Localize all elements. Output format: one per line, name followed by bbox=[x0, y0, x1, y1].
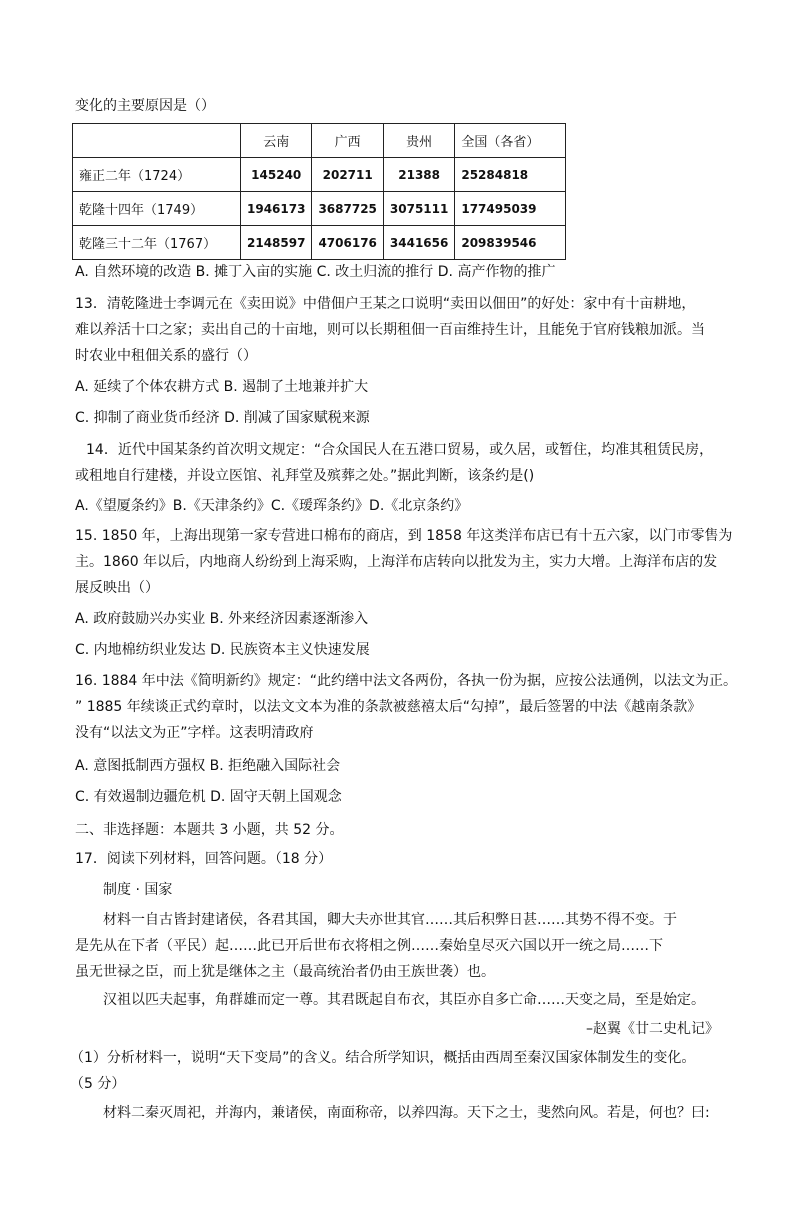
table-cell: 177495039 bbox=[455, 192, 566, 226]
table-header-cell: 全国（各省） bbox=[455, 124, 566, 158]
table-row bbox=[73, 158, 566, 192]
table-header-cell bbox=[73, 124, 241, 158]
question-15-line-1: 15. 1850 年，上海出现第一家专营进口棉布的商店，到 1858 年这类洋布店已有十五六家，以门市零售为 bbox=[75, 528, 733, 544]
material-1-line-4: 汉祖以匹夫起事，角群雄而定一尊。其君既起自布衣，其臣亦自多亡命……天变之局，至是始定。 bbox=[103, 992, 705, 1008]
question-16-options-cd: C. 有效遏制边疆危机 D. 固守天朝上国观念 bbox=[75, 789, 342, 805]
population-table bbox=[72, 123, 566, 260]
topic-label: 制度 · 国家 bbox=[103, 882, 173, 898]
material-1-line-2: 是先从在下者（平民）起……此已开后世布衣将相之例……秦始皇尽灭六国以开一统之局……下 bbox=[75, 938, 663, 954]
table-cell: 4706176 bbox=[312, 226, 383, 260]
material-2-line-1: 材料二秦灭周祀，并海内，兼诸侯，南面称帝，以养四海。天下之士，斐然向风。若是，何也？曰: bbox=[103, 1105, 710, 1121]
table-header-row bbox=[73, 124, 566, 158]
section-2-heading: 二、非选择题：本题共 3 小题，共 52 分。 bbox=[75, 822, 344, 838]
table-cell: 雍正二年（1724） bbox=[73, 158, 241, 192]
question-16-options-ab: A. 意图抵制西方强权 B. 拒绝融入国际社会 bbox=[75, 758, 341, 774]
material-1-source: –赵翼《廿二史札记》 bbox=[586, 1021, 719, 1037]
question-14-line-1: 14．近代中国某条约首次明文规定：“合众国民人在五港口贸易，或久居，或暂住，均准其租赁民房， bbox=[86, 442, 714, 458]
table-cell: 21388 bbox=[383, 158, 454, 192]
question-16-line-1: 16. 1884 年中法《简明新约》规定：“此约缮中法文各两份，各执一份为据，应按公法通例，以法文为正。 bbox=[75, 673, 738, 689]
question-13-line-3: 时农业中租佃关系的盛行（） bbox=[75, 348, 257, 364]
question-12-stem-end: 变化的主要原因是（） bbox=[75, 98, 215, 114]
table-cell: 乾隆三十二年（1767） bbox=[73, 226, 241, 260]
table-row bbox=[73, 226, 566, 260]
question-15-options-ab: A. 政府鼓励兴办实业 B. 外来经济因素逐渐渗入 bbox=[75, 611, 369, 627]
table-cell: 209839546 bbox=[455, 226, 566, 260]
material-1-line-1: 材料一自古皆封建诸侯，各君其国，卿大夫亦世其官……其后积弊日甚……其势不得不变。于 bbox=[103, 912, 677, 928]
table-cell: 202711 bbox=[312, 158, 383, 192]
question-16-line-2: ” 1885 年续谈正式约章时，以法文文本为准的条款被慈禧太后“勾掉”，最后签署的中法《越南条款》 bbox=[75, 699, 702, 715]
question-14-line-2: 或租地自行建楼，并设立医馆、礼拜堂及殡葬之处。”据此判断，该条约是() bbox=[75, 468, 535, 484]
table-row bbox=[73, 192, 566, 226]
question-12-options: A. 自然环境的改造 B. 摊丁入亩的实施 C. 改土归流的推行 D. 高产作物的推广 bbox=[75, 264, 556, 280]
table-cell: 3687725 bbox=[312, 192, 383, 226]
question-17-heading: 17．阅读下列材料，回答问题。（18 分） bbox=[75, 851, 333, 867]
table-cell: 乾隆十四年（1749） bbox=[73, 192, 241, 226]
table-cell: 3441656 bbox=[383, 226, 454, 260]
question-15-line-2: 主。1860 年以后，内地商人纷纷到上海采购，上海洋布店转向以批发为主，实力大增。上海洋布店的发 bbox=[75, 554, 718, 570]
sub-question-1-line-1: （1）分析材料一，说明“天下变局”的含义。结合所学知识，概括由西周至秦汉国家体制发生的变化。 bbox=[70, 1050, 696, 1066]
question-13-line-1: 13．清乾隆进士李调元在《卖田说》中借佃户王某之口说明“卖田以佃田”的好处：家中有十亩耕地， bbox=[75, 296, 696, 312]
question-15-line-3: 展反映出（） bbox=[75, 580, 159, 596]
table-cell: 3075111 bbox=[383, 192, 454, 226]
question-13-line-2: 难以养活十口之家；卖出自己的十亩地，则可以长期租佃一百亩维持生计，且能免于官府钱粮加派。当 bbox=[75, 322, 705, 338]
table-cell: 1946173 bbox=[241, 192, 312, 226]
table-cell: 2148597 bbox=[241, 226, 312, 260]
table-header-cell: 广西 bbox=[312, 124, 383, 158]
question-14-options: A.《望厦条约》B.《天津条约》C.《瑷珲条约》D.《北京条约》 bbox=[75, 498, 469, 514]
question-15-options-cd: C. 内地棉纺织业发达 D. 民族资本主义快速发展 bbox=[75, 642, 370, 658]
question-13-options-ab: A. 延续了个体农耕方式 B. 遏制了土地兼并扩大 bbox=[75, 379, 369, 395]
material-1-line-3: 虽无世禄之臣，而上犹是继体之主（最高统治者仍由王族世袭）也。 bbox=[75, 964, 495, 980]
table-cell: 145240 bbox=[241, 158, 312, 192]
question-13-options-cd: C. 抑制了商业货币经济 D. 削减了国家赋税来源 bbox=[75, 410, 370, 426]
table-cell: 25284818 bbox=[455, 158, 566, 192]
sub-question-1-line-2: （5 分） bbox=[70, 1076, 126, 1092]
table-header-cell: 云南 bbox=[241, 124, 312, 158]
table-header-cell: 贵州 bbox=[383, 124, 454, 158]
question-16-line-3: 没有“以法文为正”字样。这表明清政府 bbox=[75, 725, 314, 741]
